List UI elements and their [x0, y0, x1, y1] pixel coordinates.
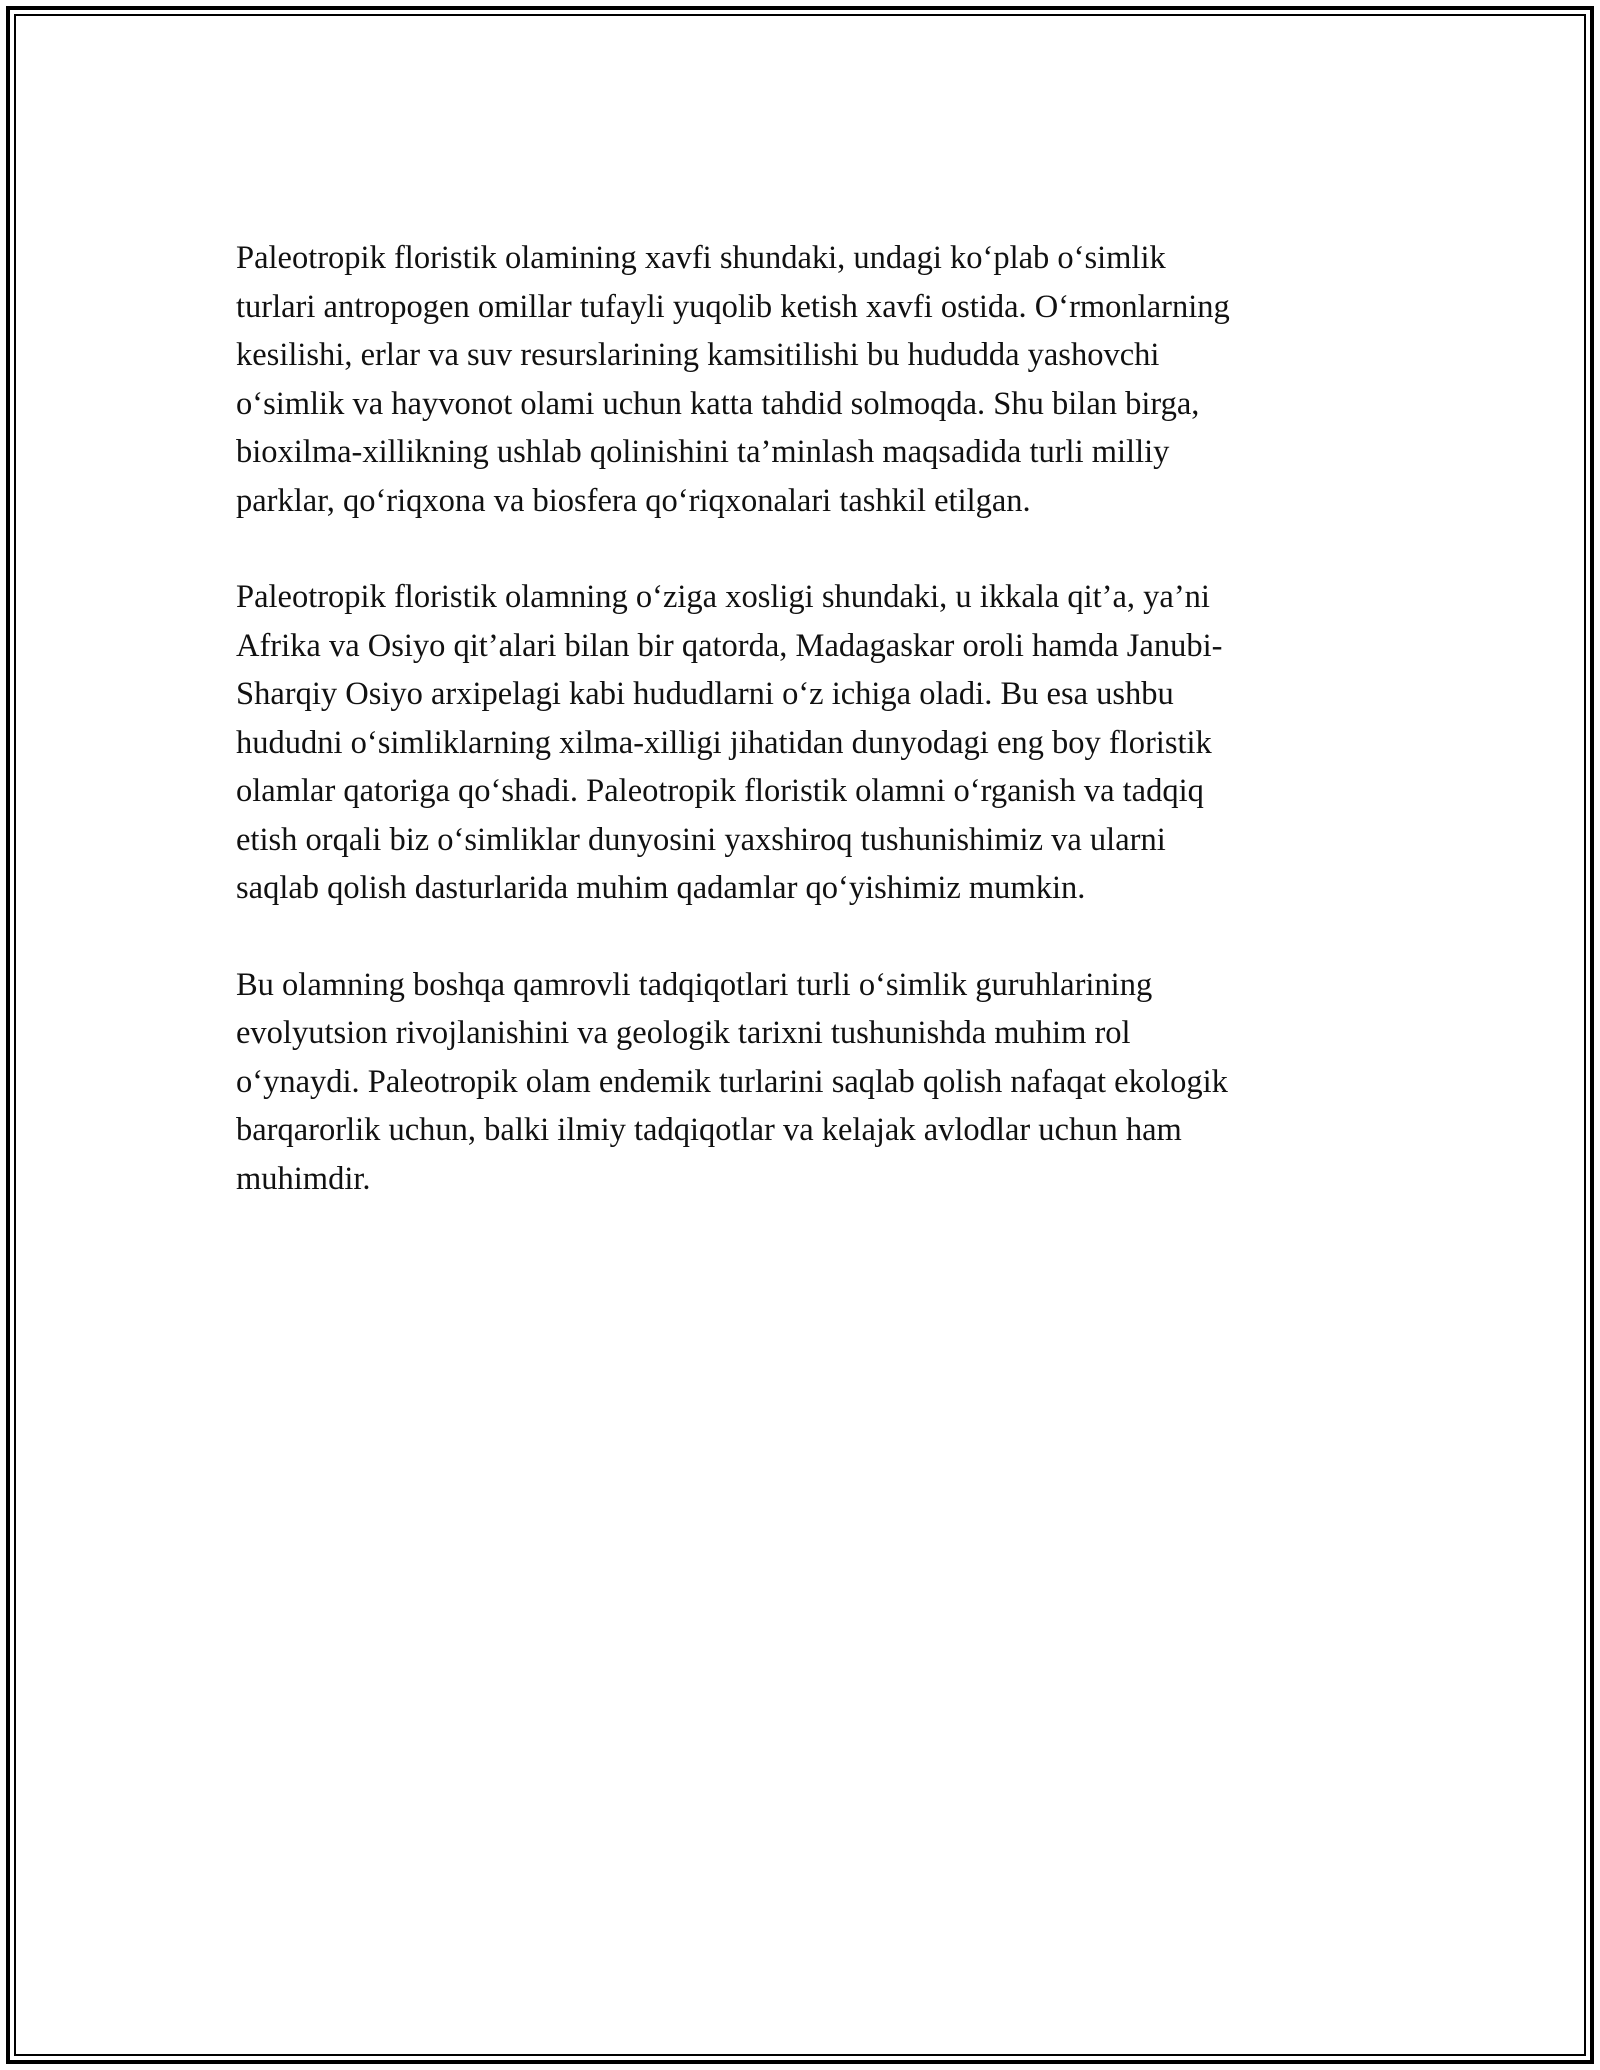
paragraph-1 — [236, 234, 1376, 525]
text-line: Paleotropik floristik olamning o‘ziga xosligi shundaki, u ikkala qit’a, ya’ni — [236, 579, 1210, 615]
text-line: etish orqali biz o‘simliklar dunyosini yaxshiroq tushunishimiz va ularni — [236, 821, 1166, 858]
text-line: Bu olamning boshqa qamrovli tadqiqotlari turli o‘simlik guruhlarining — [236, 966, 1153, 1003]
text-line: o‘simlik va hayvonot olami uchun katta tahdid solmoqda. Shu bilan birga, — [236, 385, 1200, 422]
paragraph-3 — [236, 961, 1376, 1204]
document-body — [236, 234, 1376, 1251]
text-line: muhimdir. — [236, 1160, 371, 1197]
text-line: olamlar qatoriga qo‘shadi. Paleotropik floristik olamni o‘rganish va tadqiq — [236, 773, 1204, 809]
text-line: hududni o‘simliklarning xilma-xilligi jihatidan dunyodagi eng boy floristik — [236, 724, 1212, 761]
text-line: turlari antropogen omillar tufayli yuqolib ketish xavfi ostida. O‘rmonlarning — [236, 288, 1230, 325]
text-line: evolyutsion rivojlanishini va geologik tarixni tushunishda muhim rol — [236, 1015, 1131, 1051]
paragraph-2 — [236, 573, 1376, 913]
text-line: Paleotropik floristik olamining xavfi shundaki, undagi ko‘plab o‘simlik — [236, 240, 1166, 276]
text-line: kesilishi, erlar va suv resurslarining kamsitilishi bu hududda yashovchi — [236, 337, 1160, 373]
text-line: barqarorlik uchun, balki ilmiy tadqiqotlar va kelajak avlodlar uchun ham — [236, 1112, 1182, 1148]
text-line: parklar, qo‘riqxona va biosfera qo‘riqxonalari tashkil etilgan. — [236, 482, 1031, 519]
text-line: Sharqiy Osiyo arxipelagi kabi hududlarni o‘z ichiga oladi. Bu esa ushbu — [236, 676, 1174, 712]
text-line: saqlab qolish dasturlarida muhim qadamlar qo‘yishimiz mumkin. — [236, 870, 1086, 906]
text-line: bioxilma-xillikning ushlab qolinishini ta’minlash maqsadida turli milliy — [236, 434, 1170, 470]
text-line: o‘ynaydi. Paleotropik olam endemik turlarini saqlab qolish nafaqat ekologik — [236, 1063, 1228, 1100]
text-line: Afrika va Osiyo qit’alari bilan bir qatorda, Madagaskar oroli hamda Janubi- — [236, 627, 1223, 664]
